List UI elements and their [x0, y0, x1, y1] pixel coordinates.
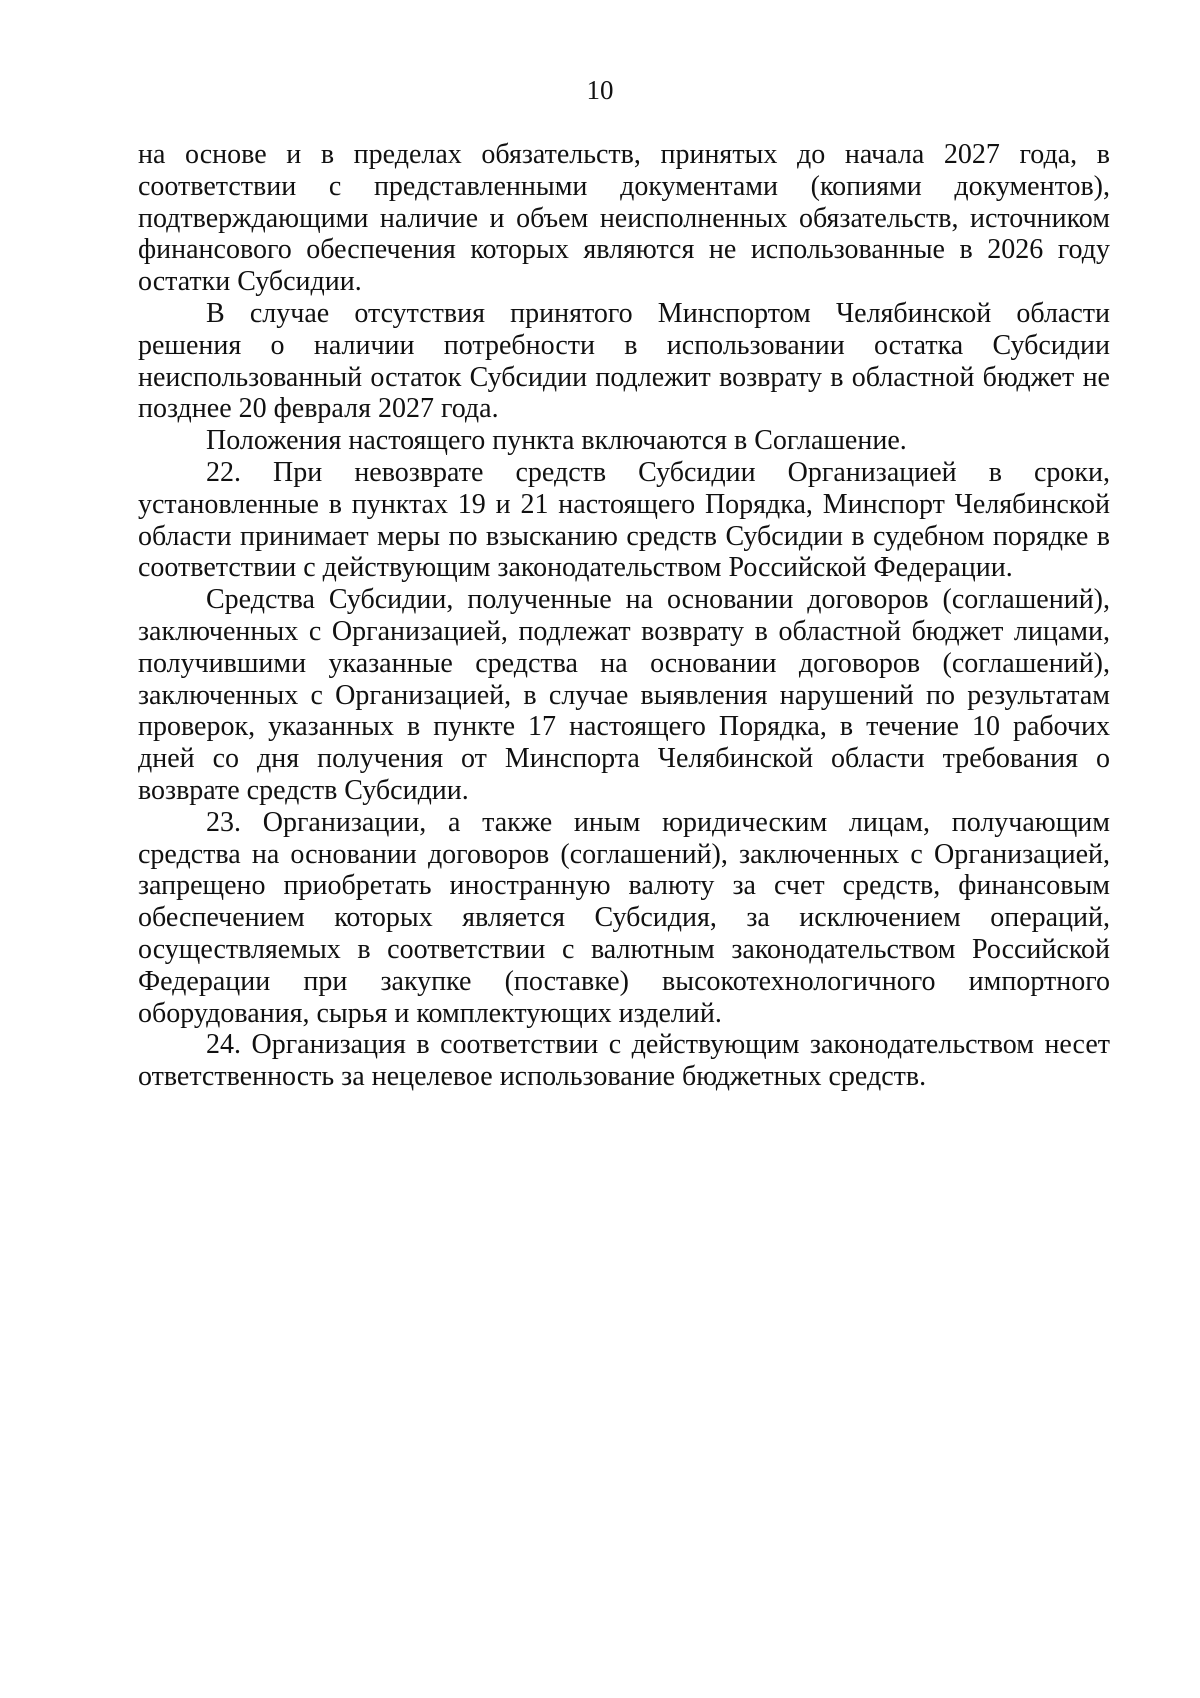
paragraph-22-non-return: 22. При невозврате средств Субсидии Организацией в сроки, установленные в пунктах 19 и 21 настоящего Порядка, Минспорт Челябинской области принимает меры по взысканию средств Субсидии в судебном порядке в соответствии с действующим законодательством Российской Федерации.: [138, 456, 1110, 584]
paragraph-23-currency-restriction: 23. Организации, а также иным юридическим лицам, получающим средства на основании договоров (соглашений), заключенных с Организацией, запрещено приобретать иностранную валюту за счет средств, финансовым обеспечением которых является Субсидия, за исключением операций, осуществляемых в соответствии с валютным законодательством Российской Федерации при закупке (поставке) высокотехнологичного импортного оборудования, сырья и комплектующих изделий.: [138, 806, 1110, 1029]
paragraph-agreement-provisions: Положения настоящего пункта включаются в Соглашение.: [206, 425, 907, 457]
paragraph-contract-funds-return: Средства Субсидии, полученные на основании договоров (соглашений), заключенных с Организацией, подлежат возврату в областной бюджет лицами, получившими указанные средства на основании договоров (соглашений), заключенных с Организацией, в случае выявления нарушений по результатам проверок, указанных в пункте 17 настоящего Порядка, в течение 10 рабочих дней со дня получения от Минспорта Челябинской области требования о возврате средств Субсидии.: [138, 584, 1110, 806]
paragraph-continuation: на основе и в пределах обязательств, принятых до начала 2027 года, в соответствии с представленными документами (копиями документов), подтверждающими наличие и объем неисполненных обязательств, источником финансового обеспечения которых являются не использованные в 2026 году остатки Субсидии.: [138, 139, 1110, 298]
document-body: [138, 139, 1110, 1093]
paragraph-24-responsibility: 24. Организация в соответствии с действующим законодательством несет ответственность за нецелевое использование бюджетных средств.: [138, 1029, 1110, 1093]
paragraph-unused-remainder-return: В случае отсутствия принятого Минспортом Челябинской области решения о наличии потребности в использовании остатка Субсидии неиспользованный остаток Субсидии подлежит возврату в областной бюджет не позднее 20 февраля 2027 года.: [138, 297, 1110, 425]
page-number: 10: [586, 75, 614, 105]
